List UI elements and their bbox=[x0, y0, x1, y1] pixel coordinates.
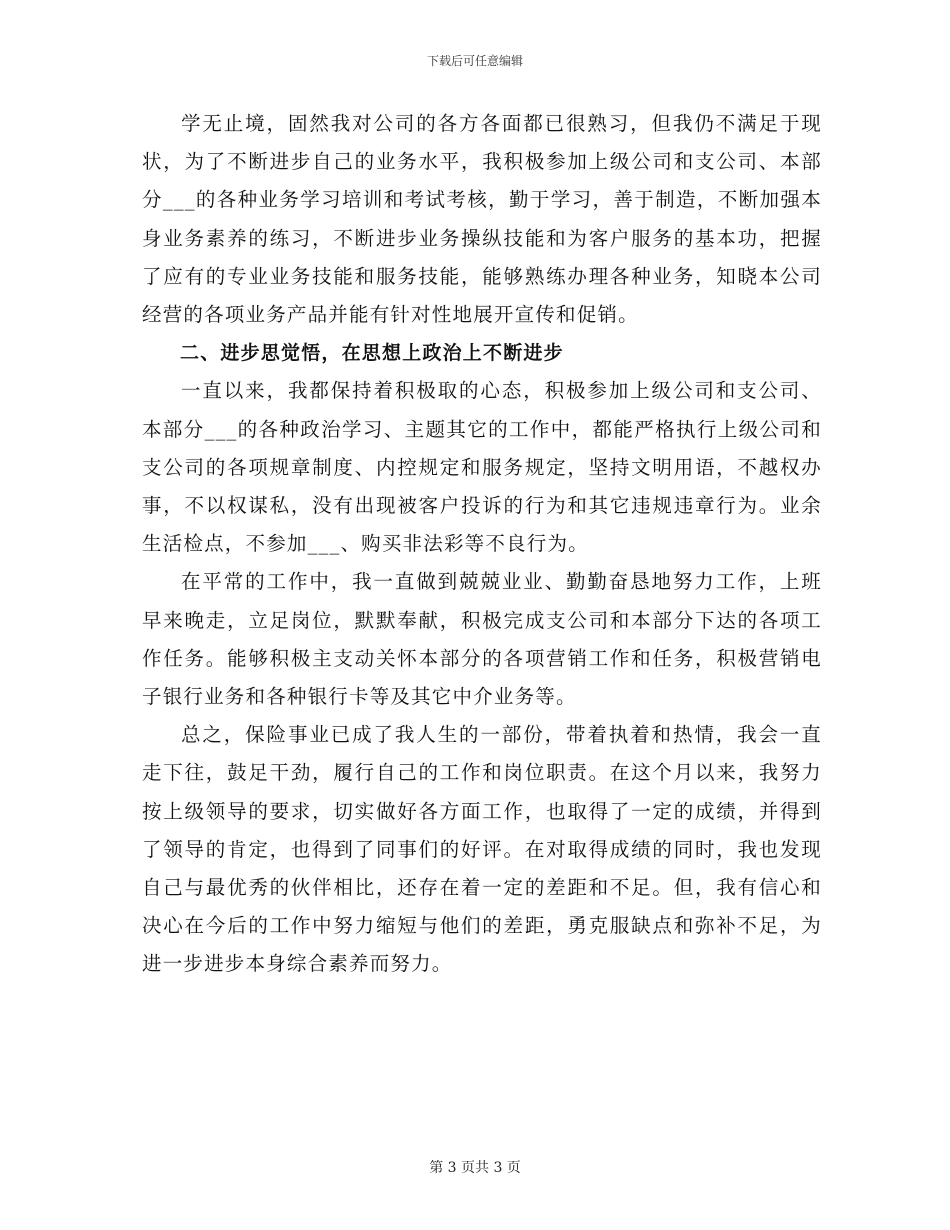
paragraph-attitude: 一直以来，我都保持着积极取的心态，积极参加上级公司和支公司、本部分___的各种政治学习、主题其它的工作中，都能严格执行上级公司和支公司的各项规章制度、内控规定和服务规定，坚持文明用语，不越权办事，不以权谋私，没有出现被客户投诉的行为和其它违规违章行为。业余生活检点，不参加___、购买非法彩等不良行为。 bbox=[142, 379, 822, 556]
document-body bbox=[142, 105, 822, 984]
paragraph-learning: 学无止境，固然我对公司的各方各面都已很熟习，但我仍不满足于现状，为了不断进步自己的业务水平，我积极参加上级公司和支公司、本部分___的各种业务学习培训和考试考核，勤于学习，善于制造，不断加强本身业务素养的练习，不断进步业务操纵技能和为客户服务的基本功，把握了应有的专业业务技能和服务技能，能够熟练办理各种业务，知晓本公司经营的各项业务产品并能有针对性地展开宣传和促销。 bbox=[142, 112, 822, 327]
paragraph-summary: 总之，保险事业已成了我人生的一部份，带着执着和热情，我会一直走下往，鼓足干劲，履行自己的工作和岗位职责。在这个月以来，我努力按上级领导的要求，切实做好各方面工作，也取得了一定的成绩，并得到了领导的肯定，也得到了同事们的好评。在对取得成绩的同时，我也发现自己与最优秀的伙伴相比，还存在着一定的差距和不足。但，我有信心和决心在今后的工作中努力缩短与他们的差距，勇克服缺点和弥补不足，为进一步进步本身综合素养而努力。 bbox=[142, 723, 822, 976]
section-heading-ideology: 二、进步思觉悟，在思想上政治上不断进步 bbox=[180, 342, 564, 365]
paragraph-daily-work: 在平常的工作中，我一直做到兢兢业业、勤勤奋恳地努力工作，上班早来晚走，立足岗位，默默奉献，积极完成支公司和本部分下达的各项工作任务。能够积极主支动关怀本部分的各项营销工作和任务，积极营销电子银行业务和各种银行卡等及其它中介业务等。 bbox=[142, 570, 822, 709]
header-note: 下载后可任意编辑 bbox=[426, 54, 523, 68]
page-number: 第 3 页共 3 页 bbox=[429, 1160, 521, 1176]
